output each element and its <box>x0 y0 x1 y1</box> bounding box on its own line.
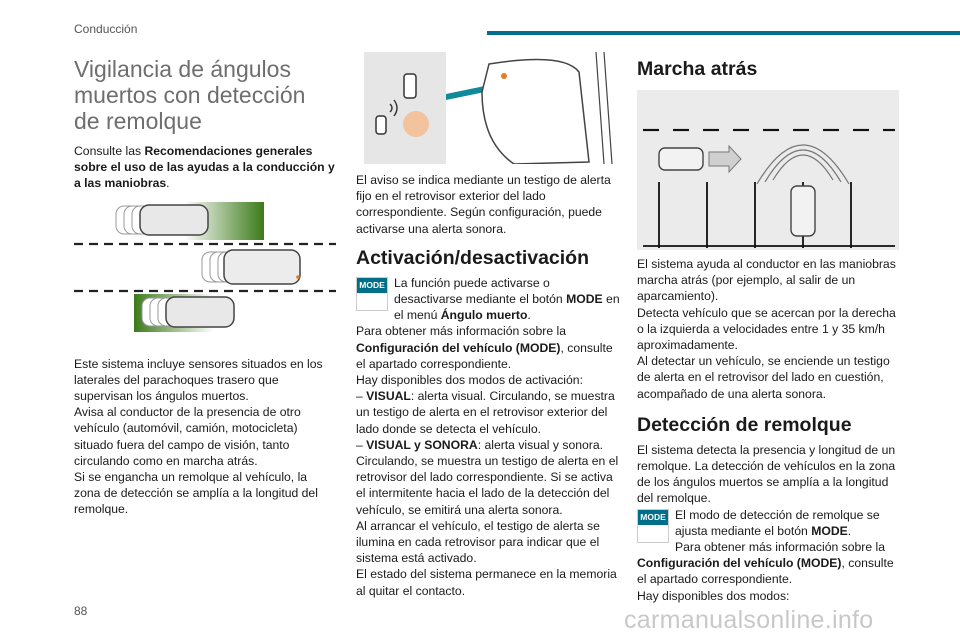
warning-light-icon <box>403 111 429 137</box>
trailer-heading: Detección de remolque <box>637 413 852 436</box>
more-info-2: , consulte el apartado correspondiente. <box>356 340 613 371</box>
trailer-more-info <box>637 539 899 588</box>
reverse-heading: Marcha atrás <box>637 58 758 80</box>
trailer-modes-intro: Hay disponibles dos modos: <box>637 588 790 603</box>
column-2 <box>356 56 620 599</box>
car-top-icon <box>140 205 208 235</box>
modes-intro: Hay disponibles dos modos de activación: <box>356 373 583 388</box>
mirror-caption: El aviso se indica mediante un testigo de alerta fijo en el retrovisor exterior del lado correspondiente. Según configuración, puede activarse una alerta sonora. <box>356 173 611 236</box>
state-text: El estado del sistema permanece en la memoria al quitar el contacto. <box>356 567 617 598</box>
trailer-more-info-bold: Configuración del vehículo (MODE) <box>637 556 842 571</box>
approaching-car-icon <box>659 148 703 170</box>
mode-visual <box>356 388 620 437</box>
trailer-more-info-1: Para obtener más información sobre la <box>675 540 886 555</box>
dash: – <box>356 389 367 404</box>
more-info <box>356 323 620 372</box>
header-section-title: Conducción <box>74 22 138 36</box>
reversing-car-icon <box>791 186 815 236</box>
own-car-icon <box>224 250 300 284</box>
mode-visual-sonora <box>356 437 620 518</box>
mode-visual-text: : alerta visual. Circulando, se muestra un testigo de alerta en el retrovisor exterior del lado donde se detecta el vehículo. <box>356 389 615 436</box>
mode-badge-label: MODE <box>638 510 668 525</box>
reverse-parking-illustration <box>637 90 899 250</box>
trailer-mode-text-2: . <box>847 523 852 538</box>
warning-zone-panel <box>364 52 446 164</box>
body-paragraph: Este sistema incluye sensores situados en los laterales del parachoques trasero que supervisan los ángulos muertos. <box>74 356 323 404</box>
mode-text-bold: MODE <box>566 292 603 307</box>
mode-button-icon <box>637 509 669 543</box>
mode-visual-sonora-label: VISUAL y SONORA <box>366 437 478 452</box>
mode-badge-label: MODE <box>357 278 387 293</box>
page-title: Vigilancia de ángulos muertos con detección de remolque <box>74 56 306 134</box>
trailer-more-info-2: , consulte el apartado correspondiente. <box>637 556 894 587</box>
intro-text: Consulte las <box>74 144 145 158</box>
more-info-1: Para obtener más información sobre la <box>356 324 567 339</box>
trailer-mode-text-bold: MODE <box>811 523 848 538</box>
start-text: Al arrancar el vehículo, el testigo de alerta se ilumina en cada retrovisor para indicar que el sistema está activado. <box>356 518 600 566</box>
page-number: 88 <box>74 604 88 618</box>
trailer-mode-text <box>637 507 899 539</box>
dash: – <box>356 437 367 452</box>
more-info-bold: Configuración del vehículo (MODE) <box>356 340 561 355</box>
description-block <box>74 356 336 518</box>
mode-text-2: en el menú <box>394 292 620 323</box>
reverse-paragraph: El sistema ayuda al conductor en las maniobras marcha atrás (por ejemplo, al salir de un aparcamiento). <box>637 257 896 304</box>
mode-text-3: . <box>527 308 531 323</box>
mode-text <box>356 275 620 324</box>
blind-spot-illustration <box>74 202 336 342</box>
activation-heading: Activación/desactivación <box>356 246 590 269</box>
intro-period: . <box>166 176 170 191</box>
mode-button-icon <box>356 277 388 311</box>
car-bottom-icon <box>166 297 234 327</box>
column-3 <box>637 56 899 604</box>
side-mirror-icon <box>482 60 589 165</box>
intro-bold-link: Recomendaciones generales sobre el uso de las ayudas a la conducción y a las maniobras <box>74 144 335 191</box>
reverse-paragraph: Al detectar un vehículo, se enciende un testigo de alerta en el retrovisor del lado en cuestión, acompañado de una alerta sonora. <box>637 354 890 401</box>
body-paragraph: Si se engancha un remolque al vehículo, la zona de detección se amplía a la longitud del remolque. <box>74 470 318 517</box>
mode-instruction <box>356 275 620 324</box>
body-paragraph: Avisa al conductor de la presencia de otro vehículo (automóvil, camión, motocicleta) situado fuera del campo de visión, tanto circulando como en marcha atrás. <box>74 405 301 468</box>
watermark-text: carmanualsonline.info <box>624 606 874 634</box>
mode-visual-label: VISUAL <box>366 389 411 404</box>
reverse-paragraph: Detecta vehículo que se acercan por la derecha o la izquierda a velocidades entre 1 y 35 km/h aproximadamente. <box>637 305 896 353</box>
trailer-mode-text-1: El modo de detección de remolque se ajusta mediante el botón <box>675 507 880 538</box>
trailer-mode-instruction <box>637 507 899 539</box>
trailer-paragraph: El sistema detecta la presencia y longitud de un remolque. La detección de vehículos en la zona de los ángulos muertos se amplía a la longitud del remolque. <box>637 442 896 506</box>
mirror-warning-illustration <box>364 52 614 164</box>
mode-text-1: La función puede activarse o desactivarse mediante el botón <box>394 275 567 307</box>
intro-paragraph <box>74 143 336 192</box>
mode-visual-sonora-text: : alerta visual y sonora. Circulando, se muestra un testigo de alerta en el retrovisor del lado correspondiente. Si se activa el intermitente hacia el lado de la detección del vehículo, se emitirá una alerta sonora. <box>356 437 619 517</box>
mode-text-bold2: Ángulo muerto <box>440 308 528 323</box>
column-1 <box>74 56 336 518</box>
header-accent-bar <box>487 31 960 35</box>
